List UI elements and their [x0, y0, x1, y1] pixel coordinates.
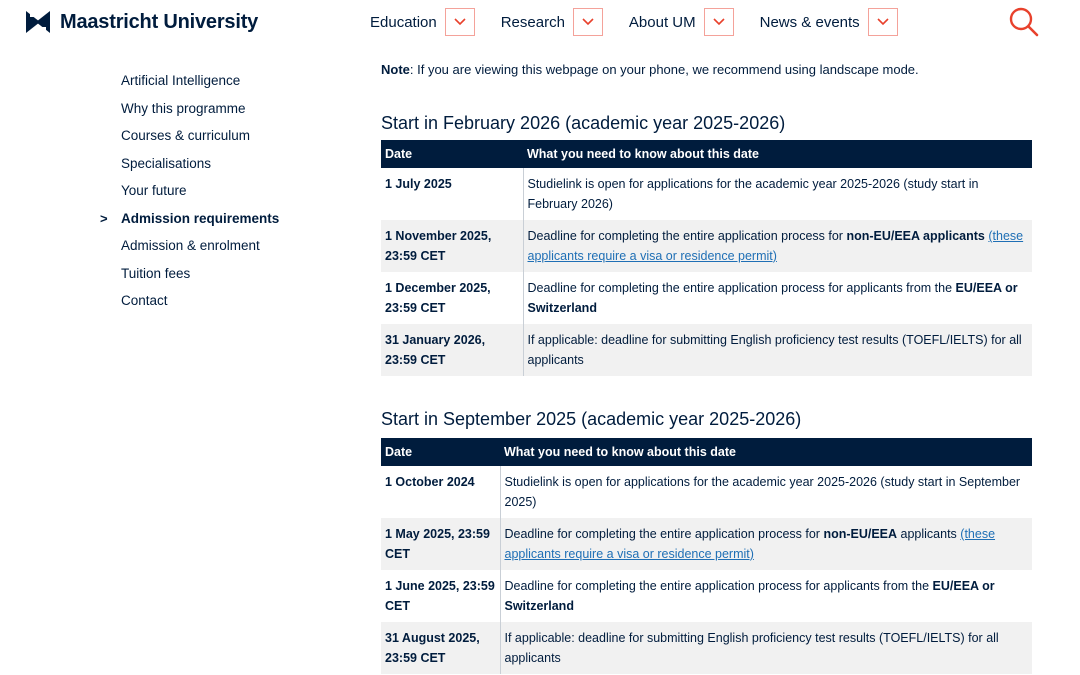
row-info-bold: non-EU/EEA applicants [846, 229, 985, 243]
nav-research-toggle[interactable] [573, 8, 603, 36]
sidebar-nav [100, 72, 279, 320]
nav-news-events[interactable] [760, 8, 898, 36]
visa-permit-link[interactable]: (these applicants require a visa or residence permit) [504, 527, 996, 561]
note-text: : If you are viewing this webpage on your phone, we recommend using landscape mode. [409, 62, 919, 77]
column-header-info: What you need to know about this date [500, 438, 1032, 466]
table-row [381, 622, 1032, 674]
row-info-text: Deadline for completing the entire application process for applicants from the [504, 579, 933, 593]
row-info-bold: EU/EEA or Switzerland [527, 281, 1018, 315]
table-row [381, 220, 1032, 272]
chevron-down-icon [877, 18, 889, 26]
row-info-bold: non-EU/EEA [823, 527, 898, 541]
row-date: 1 July 2025 [381, 168, 523, 220]
sidebar-item-label: Contact [121, 293, 168, 308]
table-row [381, 168, 1032, 220]
row-info [500, 518, 1032, 570]
nav-news-events-toggle[interactable] [868, 8, 898, 36]
column-header-info: What you need to know about this date [523, 140, 1032, 168]
row-info-bold: EU/EEA or Switzerland [504, 579, 995, 613]
nav-research[interactable] [501, 8, 603, 36]
visa-permit-link[interactable]: (these applicants require a visa or residence permit) [527, 229, 1024, 263]
section-title-february: Start in February 2026 (academic year 2025-2026) [381, 113, 786, 133]
sidebar-item-admission-enrolment[interactable] [100, 237, 279, 265]
row-info: Studielink is open for applications for the academic year 2025-2026 (study start in September 2025) [500, 466, 1032, 518]
table-row [381, 466, 1032, 518]
nav-research-label[interactable]: Research [500, 13, 565, 31]
sidebar-item-label: Specialisations [121, 155, 212, 171]
search-icon[interactable] [1008, 6, 1040, 38]
sidebar-item-label: Why this programme [121, 100, 246, 116]
sidebar-item-label: Tuition fees [121, 265, 191, 281]
row-info: If applicable: deadline for submitting English proficiency test results (TOEFL/IELTS) for all applicants [523, 324, 1032, 376]
column-header-date: Date [381, 438, 500, 466]
sidebar-item-your-future[interactable] [100, 182, 279, 210]
landscape-note [381, 62, 919, 77]
active-marker-icon: > [100, 210, 108, 226]
nav-news-events-label[interactable]: News & events [759, 13, 860, 31]
chevron-down-icon [454, 18, 466, 26]
sidebar-item-label: Artificial Intelligence [121, 73, 241, 88]
nav-about-um[interactable] [629, 8, 734, 36]
nav-education-label[interactable]: Education [370, 13, 437, 31]
row-info [523, 220, 1032, 272]
note-label: Note [381, 62, 410, 77]
nav-about-um-label[interactable]: About UM [628, 13, 696, 31]
sidebar-item-admission-requirements[interactable] [100, 210, 279, 238]
row-info-after: applicants [897, 527, 961, 541]
row-info: If applicable: deadline for submitting English proficiency test results (TOEFL/IELTS) for all applicants [500, 622, 1032, 674]
column-header-date: Date [381, 140, 523, 168]
sidebar-item-artificial-intelligence[interactable] [100, 72, 279, 100]
chevron-down-icon [582, 18, 594, 26]
table-row [381, 518, 1032, 570]
brand-name: Maastricht University [60, 10, 259, 33]
nav-education[interactable] [370, 8, 475, 36]
sidebar-item-label: Admission requirements [121, 210, 280, 226]
table-row [381, 570, 1032, 622]
sidebar-item-contact[interactable] [100, 292, 279, 320]
um-logo-icon [24, 8, 52, 36]
row-info-text: Deadline for completing the entire application process for [504, 527, 824, 541]
row-info-text: Deadline for completing the entire application process for applicants from the [527, 281, 956, 295]
row-info [523, 272, 1032, 324]
sidebar-item-label: Admission & enrolment [121, 238, 260, 253]
row-date: 1 June 2025, 23:59 CET [381, 570, 500, 622]
row-date: 1 December 2025, 23:59 CET [381, 272, 523, 324]
nav-education-toggle[interactable] [445, 8, 475, 36]
sidebar-item-label: Courses & curriculum [121, 128, 251, 143]
nav-about-um-toggle[interactable] [704, 8, 734, 36]
table-row [381, 324, 1032, 376]
sidebar-item-specialisations[interactable] [100, 155, 279, 183]
sidebar-item-why-this-programme[interactable] [100, 100, 279, 128]
sidebar-item-label: Your future [121, 183, 187, 198]
chevron-down-icon [713, 18, 725, 26]
sidebar-item-courses-curriculum[interactable] [100, 127, 279, 155]
section-title-september: Start in September 2025 (academic year 2025-2026) [381, 409, 802, 429]
row-date: 31 January 2026, 23:59 CET [381, 324, 523, 376]
row-date: 1 November 2025, 23:59 CET [381, 220, 523, 272]
deadlines-table-september [381, 438, 1032, 674]
row-date: 1 October 2024 [381, 466, 500, 518]
table-header-row [381, 438, 1032, 466]
table-row [381, 272, 1032, 324]
sidebar-item-tuition-fees[interactable] [100, 265, 279, 293]
um-logo[interactable] [24, 8, 258, 36]
row-date: 1 May 2025, 23:59 CET [381, 518, 500, 570]
table-header-row [381, 140, 1032, 168]
row-info-text: Deadline for completing the entire application process for [527, 229, 847, 243]
row-info: Studielink is open for applications for the academic year 2025-2026 (study start in February 2026) [523, 168, 1032, 220]
deadlines-table-february [381, 140, 1032, 376]
row-date: 31 August 2025, 23:59 CET [381, 622, 500, 674]
row-info [500, 570, 1032, 622]
main-nav [370, 8, 924, 36]
